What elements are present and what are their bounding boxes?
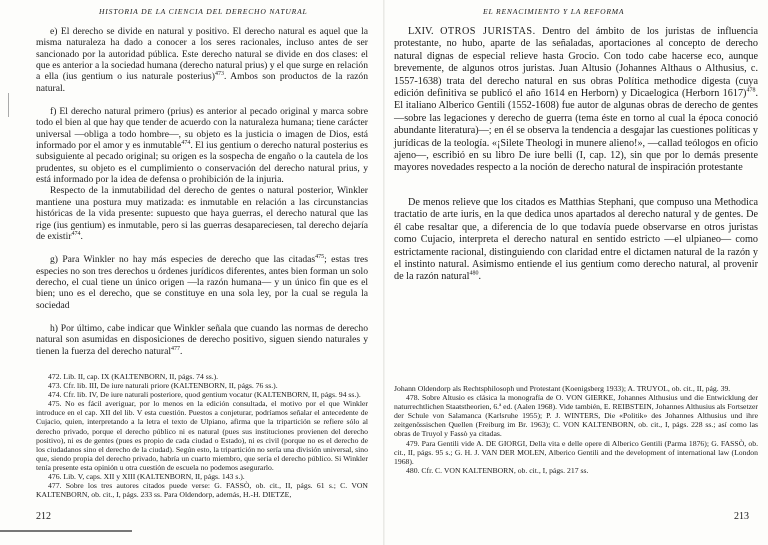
paragraph: e) El derecho se divide en natural y positivo. El derecho natural es aquel que la misma naturaleza ha dado a conocer a los seres racionales, incluso antes de ser sancionado por la autoridad pública. Este derecho natural se divide en dos clases: el que es anterior a la sociedad humana (derecho natural prius) y el que surge en relación a ella (ius gentium o ius naturale posterius)$^{473}$. Ambos son productos de la razón natural. xyxy=(36,26,368,94)
footnote: 480. Cfr. C. VON KALTENBORN, ob. cit., I, págs. 217 ss. xyxy=(406,465,589,475)
scan-edge xyxy=(0,530,132,532)
section-label: LXIV. xyxy=(408,26,434,37)
section-title: OTROS JURISTAS. xyxy=(440,26,536,37)
footnote: Johann Oldendorp als Rechtsphilosoph und Protestant (Koenigsberg 1933); A. TRUYOL, ob. cit., II, pág. 39. xyxy=(394,384,731,393)
footnotes xyxy=(36,372,368,499)
footnote: 475. No es fácil averiguar, por lo menos en la edición consultada, el motivo por el que Winkler introduce en el cap. XII del lib. V esta cuestión. Puestos a conjeturar, podríamos señalar el antecedente de Cujacio, quien, interpretando a la letra el texto de Ulpiano, afirma que la tripartición se refiere sólo al derecho privado, porque el derecho público ni es natural (pues sus instituciones provienen del derecho positivo), ni es de gentes (pues es propio de cada ciudad o Estado), ni es civil (porque no es el derecho de los ciudadanos sino el derecho de la ciudad). Según esto, la tripartición no sería una división universal, sino que, siendo propia del derecho privado, habría un cuarto miembro, que sería el derecho público. Si Winkler tenía presente esta opinión u otra cuestión de escuela no podemos asegurarlo. xyxy=(36,399,368,472)
footnote: 476. Lib. V, caps. XII y XIII (KALTENBORN, II, págs. 143 s.). xyxy=(48,472,245,482)
footnote: 478. Sobre Altusio es clásica la monografía de O. VON GIERKE, Johannes Althusius und die Entwicklung der naturrechtlichen Staatstheorien, 6.ª ed. (Aalen 1968). Vide también, E. REIBSTEIN, Johannes Althusius als Fortsetzer der Schule von Salamanca (Karlsruhe 1955); P. J. WINTERS, Die «Politik» des Johannes Althusius und ihre zeitgenössischen Quellen (Freiburg im Br. 1963); C. VON KALTENBORN, ob. cit., I, págs. 228 ss.; así como las obras de Truyol y Fassò ya citadas. xyxy=(394,393,758,439)
running-head: EL RENACIMIENTO Y LA REFORMA xyxy=(483,7,625,16)
footnote: 472. Lib. II, cap. IX (KALTENBORN, II, págs. 74 ss.). xyxy=(48,372,219,381)
footnote: 477. Sobre los tres autores citados puede verse: G. FASSÒ, ob. cit., II, págs. 61 s.; C. VON KALTENBORN, ob. cit., I, págs. 233 ss. Para Oldendorp, además, H.-H. DIETZE, xyxy=(36,481,368,500)
paragraph: Respecto de la inmutabilidad del derecho de gentes o natural posterior, Winkler mantiene una postura muy matizada: es inmutable en relación a las circunstancias históricas de la vida presente: supuesto que haya guerras, el derecho natural que las rige (ius gentium) es inmutable, pero si las guerras desapareciesen, tal derecho dejaría de existir$^{474}$. xyxy=(36,185,368,242)
paragraph: De menos relieve que los citados es Matthias Stephani, que compuso una Methodica tractatio de arte iuris, en la que dedica unos apartados al derecho natural y de gentes. De él cabe resaltar que, a diferencia de lo que todavía puede observarse en otros juristas como Cujacio, interpreta el derecho natural en sentido estricto —el ulpianeo— como estrictamente racional, distinguiendo con claridad entre el dictamen natural de la razón y el instinto natural. Asimismo entiende el ius gentium como derecho natural, al provenir de la razón natural$^{480}$. xyxy=(394,196,758,283)
main-text xyxy=(36,26,368,357)
paragraph: g) Para Winkler no hay más especies de derecho que las citadas$^{475}$; estas tres especies no son tres derechos u órdenes jurídicos diferentes, antes bien forman un solo derecho, el cual tiene un único origen —la razón humana— y un único fin que es el bien; uno es el derecho, que se constituye en una sola ley, por la cual se regula la sociedad xyxy=(36,254,368,311)
page-number: 212 xyxy=(36,511,51,522)
footnote: 479. Para Gentili vide A. DE GIORGI, Della vita e delle opere di Alberico Gentili (Parma 1876); G. FASSÒ, ob. cit., II, págs. 95 s.; G. H. J. VAN DER MOLEN, Alberico Gentili and the development of international law (London 1968). xyxy=(394,438,758,466)
footnote: 473. Cfr. lib. III, De iure naturali priore (KALTENBORN, II, págs. 76 ss.). xyxy=(48,381,278,391)
footnotes xyxy=(394,384,758,475)
margin-mark xyxy=(8,93,10,117)
paragraph: f) El derecho natural primero (prius) es anterior al pecado original y marca sobre todo el bien al que hay que tender de acuerdo con la naturaleza humana; tiene carácter universal —obliga a todo hombre—, su objeto es la justicia o imagen de Dios, está informado por el amor y es inmutable$^{474}$. El ius gentium o derecho natural posterius es subsiguiente al pecado original; su origen es la sospecha de engaño o la cautela de los prudentes, su objeto es el cumplimiento o conservación del derecho natural prius, y está informado por la idea de defensa o prohibición de la injuria. xyxy=(36,106,368,186)
paragraph: h) Por último, cabe indicar que Winkler señala que cuando las normas de derecho natural son asumidas en disposiciones de derecho positivo, siguen siendo naturales y tienen la fuerza del derecho natural$^{477}$. xyxy=(36,322,368,357)
footnote: 474. Cfr. lib. IV, De iure naturali posteriore, quod gentium vocatur (KALTENBORN, II, págs. 94 ss.). xyxy=(48,390,361,400)
page-number: 213 xyxy=(734,511,749,522)
running-head: HISTORIA DE LA CIENCIA DEL DERECHO NATURAL xyxy=(99,7,308,16)
right-page xyxy=(384,0,768,545)
section-paragraph: LXIV. OTROS JURISTAS. Dentro del ámbito de los juristas de influencia protestante, no hubo, aparte de las señaladas, aportaciones al concepto de derecho natural dignas de especial relieve hasta Grocio. Con todo cabe hacerse eco, aunque brevemente, de algunos otros juristas. Juan Altusio (Johannes Althaus o Althusius, c. 1557-1638) trata del derecho natural en sus obras Política methodice digesta (cuya edición definitiva se publicó el año 1614 en Herborn) y Dicaelogica (Herborn 1617)$^{478}$. El italiano Alberico Gentili (1552-1608) fue autor de algunas obras de derecho de gentes —sobre las legaciones y derecho de guerra (tema éste en torno al cual la época conoció abundante literatura)—; en él se observa la tendencia a desgajar las cuestiones políticas y jurídicas de la teología. «¡Silete Theologi in munere alieno!», —callad teólogos en oficio ajeno—, escribió en su libro De iure belli (I, cap. 12), sin que por lo demás presente mayores novedades respecto a la noción de derecho natural de inspiración protestante xyxy=(394,26,759,174)
main-text xyxy=(394,26,758,284)
